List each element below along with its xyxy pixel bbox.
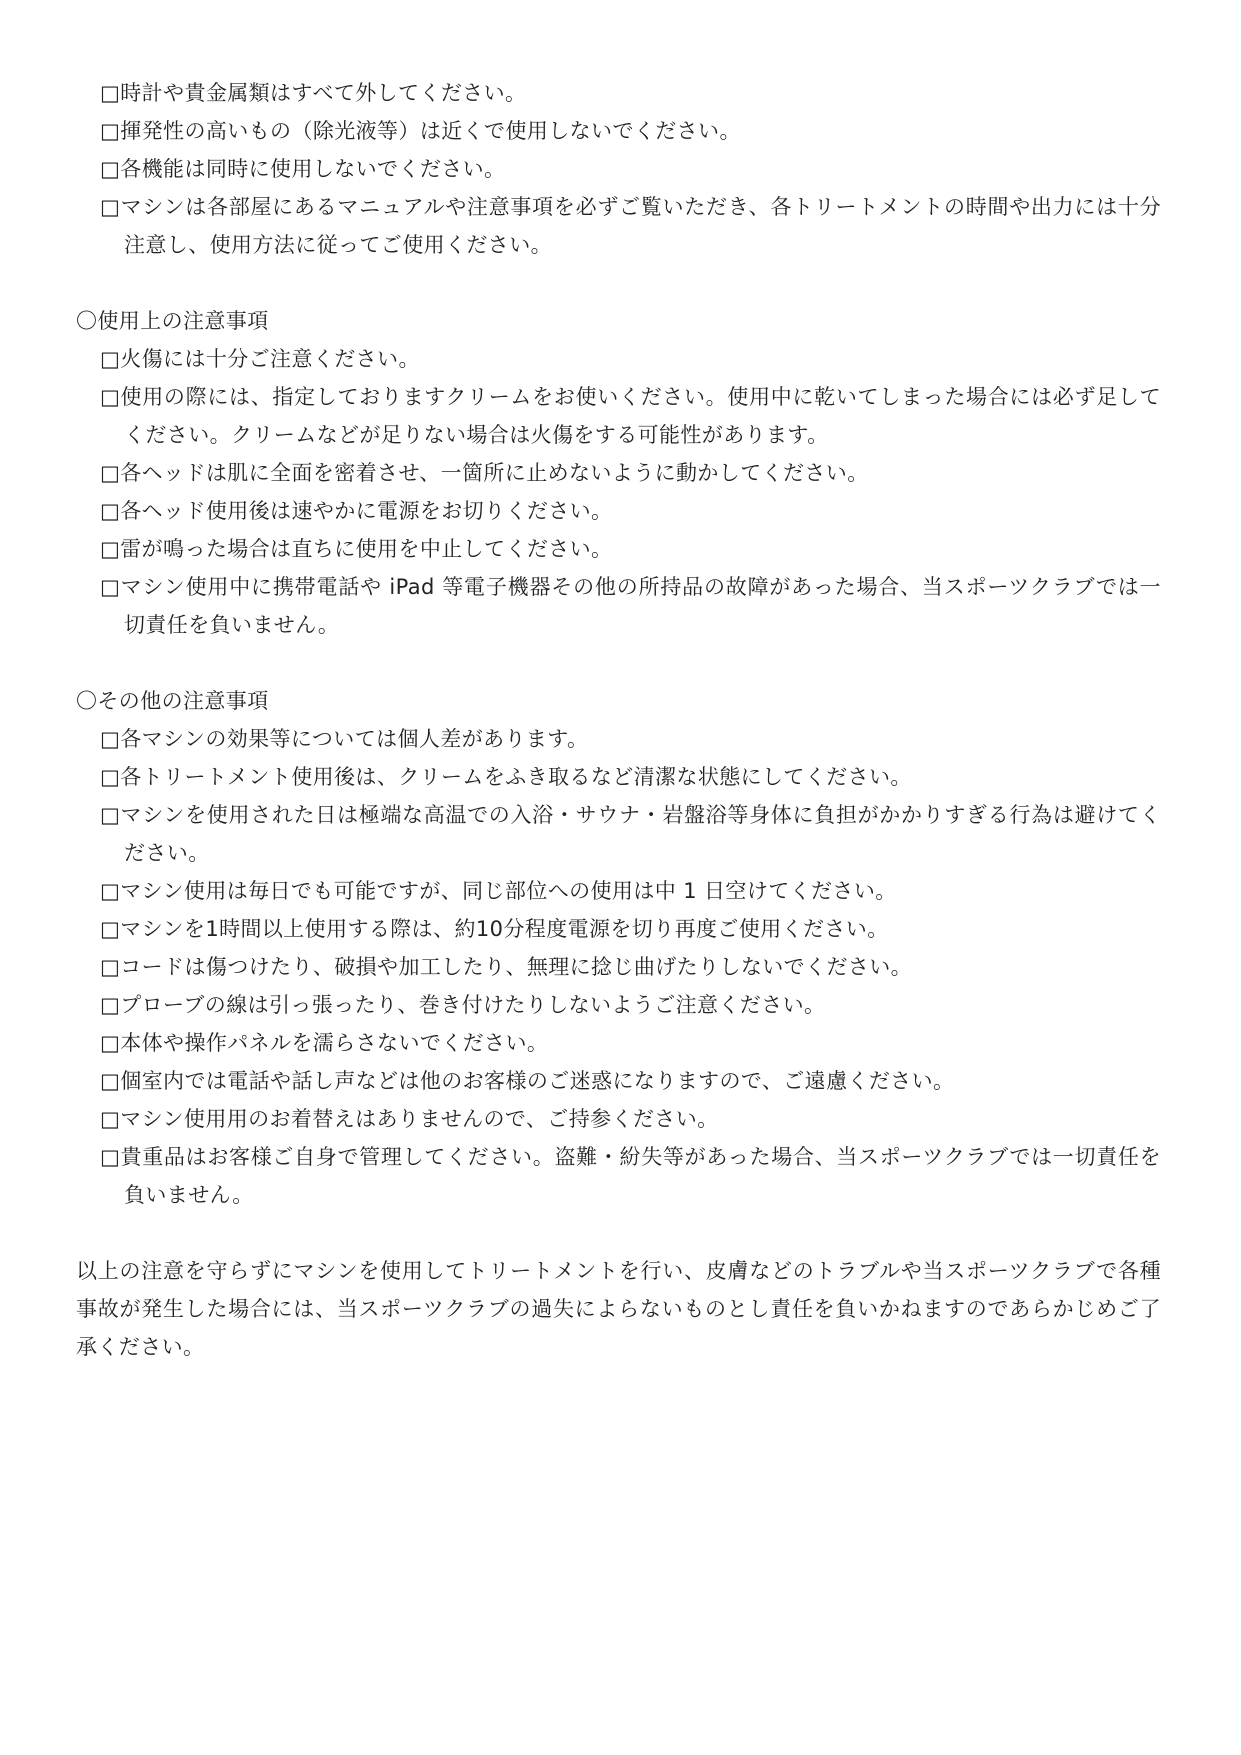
list-item: □各機能は同時に使用しないでください。: [100, 157, 506, 181]
list-item: □コードは傷つけたり、破損や加工したり、無理に捻じ曲げたりしないでください。: [100, 955, 913, 979]
list-item: □使用の際には、指定しておりますクリームをお使いください。使用中に乾いてしまった場合には必ず足してください。クリームなどが足りない場合は火傷をする可能性があります。: [100, 385, 1161, 447]
list-item: □雷が鳴った場合は直ちに使用を中止してください。: [100, 537, 613, 561]
list-item: □マシン使用中に携帯電話や iPad 等電子機器その他の所持品の故障があった場合、当スポーツクラブでは一切責任を負いません。: [100, 575, 1161, 637]
list-item: □貴重品はお客様ご自身で管理してください。盗難・紛失等があった場合、当スポーツクラブでは一切責任を負いません。: [100, 1145, 1161, 1207]
list-item: □マシンを使用された日は極端な高温での入浴・サウナ・岩盤浴等身体に負担がかかりすぎる行為は避けてください。: [100, 803, 1161, 865]
list-item: □各ヘッドは肌に全面を密着させ、一箇所に止めないように動かしてください。: [100, 461, 869, 485]
list-item: □マシン使用用のお着替えはありませんので、ご持参ください。: [100, 1107, 719, 1131]
list-item: □マシン使用は毎日でも可能ですが、同じ部位への使用は中 1 日空けてください。: [100, 879, 897, 903]
list-item: □火傷には十分ご注意ください。: [100, 347, 420, 371]
list-item: □プローブの線は引っ張ったり、巻き付けたりしないようご注意ください。: [100, 993, 826, 1017]
other-section: [76, 682, 1161, 1214]
list-item: □個室内では電話や話し声などは他のお客様のご迷惑になりますので、ご遠慮ください。: [100, 1069, 955, 1093]
spacer: [76, 1214, 1161, 1252]
document-page: [76, 74, 1161, 1366]
spacer: [76, 644, 1161, 682]
list-item: □時計や貴金属類はすべて外してください。: [100, 81, 527, 105]
list-item: □揮発性の高いもの（除光液等）は近くで使用しないでください。: [100, 119, 741, 143]
list-item: □各トリートメント使用後は、クリームをふき取るなど清潔な状態にしてください。: [100, 765, 912, 789]
intro-list: [76, 74, 1161, 264]
section-heading-usage: 〇使用上の注意事項: [76, 309, 269, 333]
list-item: □各マシンの効果等については個人差があります。: [100, 727, 589, 751]
section-heading-other: 〇その他の注意事項: [76, 689, 269, 713]
list-item: □マシンは各部屋にあるマニュアルや注意事項を必ずご覧いただき、各トリートメントの時間や出力には十分注意し、使用方法に従ってご使用ください。: [100, 195, 1161, 257]
spacer: [76, 264, 1161, 302]
usage-section: [76, 302, 1161, 644]
closing-paragraph: 以上の注意を守らずにマシンを使用してトリートメントを行い、皮膚などのトラブルや当スポーツクラブで各種事故が発生した場合には、当スポーツクラブの過失によらないものとし責任を負いかねますのであらかじめご了承ください。: [76, 1259, 1161, 1359]
list-item: □各ヘッド使用後は速やかに電源をお切りください。: [100, 499, 613, 523]
list-item: □マシンを1時間以上使用する際は、約10分程度電源を切り再度ご使用ください。: [100, 917, 889, 941]
list-item: □本体や操作パネルを濡らさないでください。: [100, 1031, 549, 1055]
